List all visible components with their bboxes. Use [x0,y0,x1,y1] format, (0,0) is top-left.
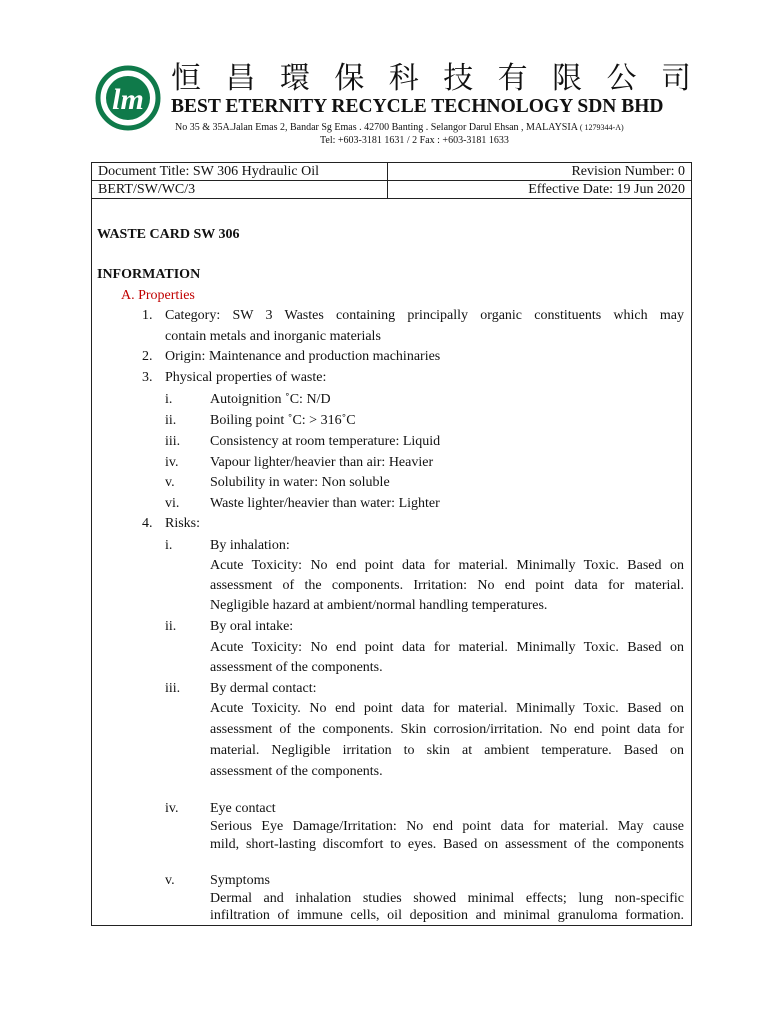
risk-text-line: Negligible hazard at ambient/normal handling temperatures. [210,598,548,613]
document-info-table [91,162,692,199]
waste-card-heading: WASTE CARD SW 306 [97,227,240,242]
origin-text: Origin: Maintenance and production machinaries [165,349,441,364]
risk-text-line: assessment of the components. [210,660,383,675]
risk-oral-title: By oral intake: [210,619,294,634]
risk-text-line: assessment of the components. Skin corrosion/irritation. No end point data for [210,722,684,737]
property-number: iii. [165,434,181,449]
property-text: Waste lighter/heavier than water: Lighter [210,496,440,511]
risk-number: i. [165,538,173,553]
property-text: Solubility in water: Non soluble [210,475,390,490]
item-number-4: 4. [142,516,153,531]
letterhead [95,60,695,152]
risk-text-line: Dermal and inhalation studies showed minimal effects; lung non-specific [210,891,684,906]
company-contact: Tel: +603-3181 1631 / 2 Fax : +603-3181 1633 [320,135,509,146]
chinese-company-name: 恒 昌 環 保 科 技 有 限 公 司 [171,61,691,96]
property-text: Vapour lighter/heavier than air: Heavier [210,455,434,470]
property-text: Autoignition ˚C: N/D [210,392,331,407]
category-line-1: Category: SW 3 Wastes containing principally organic constituents which may [165,308,684,323]
risk-dermal-title: By dermal contact: [210,681,317,696]
risk-text-line: Acute Toxicity. No end point data for material. Minimally Toxic. Based on [210,701,684,716]
item-number-2: 2. [142,349,153,364]
property-text: Consistency at room temperature: Liquid [210,434,441,449]
property-number: iv. [165,455,179,470]
risk-eye-title: Eye contact [210,801,276,816]
risk-number: v. [165,873,175,888]
risk-text-line: Serious Eye Damage/Irritation: No end point data for material. May cause [210,819,684,834]
risk-text-line: infiltration of immune cells, oil deposition and minimal granuloma formation. [210,908,684,923]
risk-text-line: Acute Toxicity: No end point data for material. Minimally Toxic. Based on [210,558,684,573]
risk-number: ii. [165,619,177,634]
document-code: BERT/SW/WC/3 [92,181,388,199]
risks-title: Risks: [165,516,201,531]
property-number: ii. [165,413,177,428]
risk-text-line: mild, short-lasting discomfort to eyes. Based on assessment of the components [210,837,684,852]
risk-symptoms-title: Symptoms [210,873,270,888]
risk-text-line: assessment of the components. [210,764,383,779]
risk-number: iii. [165,681,181,696]
information-heading: INFORMATION [97,267,201,282]
risk-text-line: assessment of the components. Irritation: No end point data for material. [210,578,684,593]
property-text: Boiling point ˚C: > 316˚C [210,413,356,428]
company-address: No 35 & 35A.Jalan Emas 2, Bandar Sg Emas . 42700 Banting . Selangor Darul Ehsan , MALAYSIA ( 1279344-A) [175,122,624,133]
registration-number: ( 1279344-A) [579,123,624,132]
document-title: Document Title: SW 306 Hydraulic Oil [92,163,388,181]
property-number: i. [165,392,173,407]
risk-number: iv. [165,801,179,816]
physical-properties-title: Physical properties of waste: [165,370,327,385]
svg-text:lm: lm [112,83,144,116]
property-number: v. [165,475,175,490]
revision-number: Revision Number: 0 [388,163,692,181]
item-number-1: 1. [142,308,153,323]
item-number-3: 3. [142,370,153,385]
risk-inhalation-title: By inhalation: [210,538,290,553]
company-name: BEST ETERNITY RECYCLE TECHNOLOGY SDN BHD [171,96,664,117]
effective-date: Effective Date: 19 Jun 2020 [388,181,692,199]
risk-text-line: Acute Toxicity: No end point data for material. Minimally Toxic. Based on [210,640,684,655]
risk-text-line: material. Negligible irritation to skin at ambient temperature. Based on [210,743,684,758]
property-number: vi. [165,496,180,511]
category-line-2: contain metals and inorganic materials [165,329,381,344]
company-logo-icon [95,65,161,131]
properties-subheading: A. Properties [121,288,195,303]
